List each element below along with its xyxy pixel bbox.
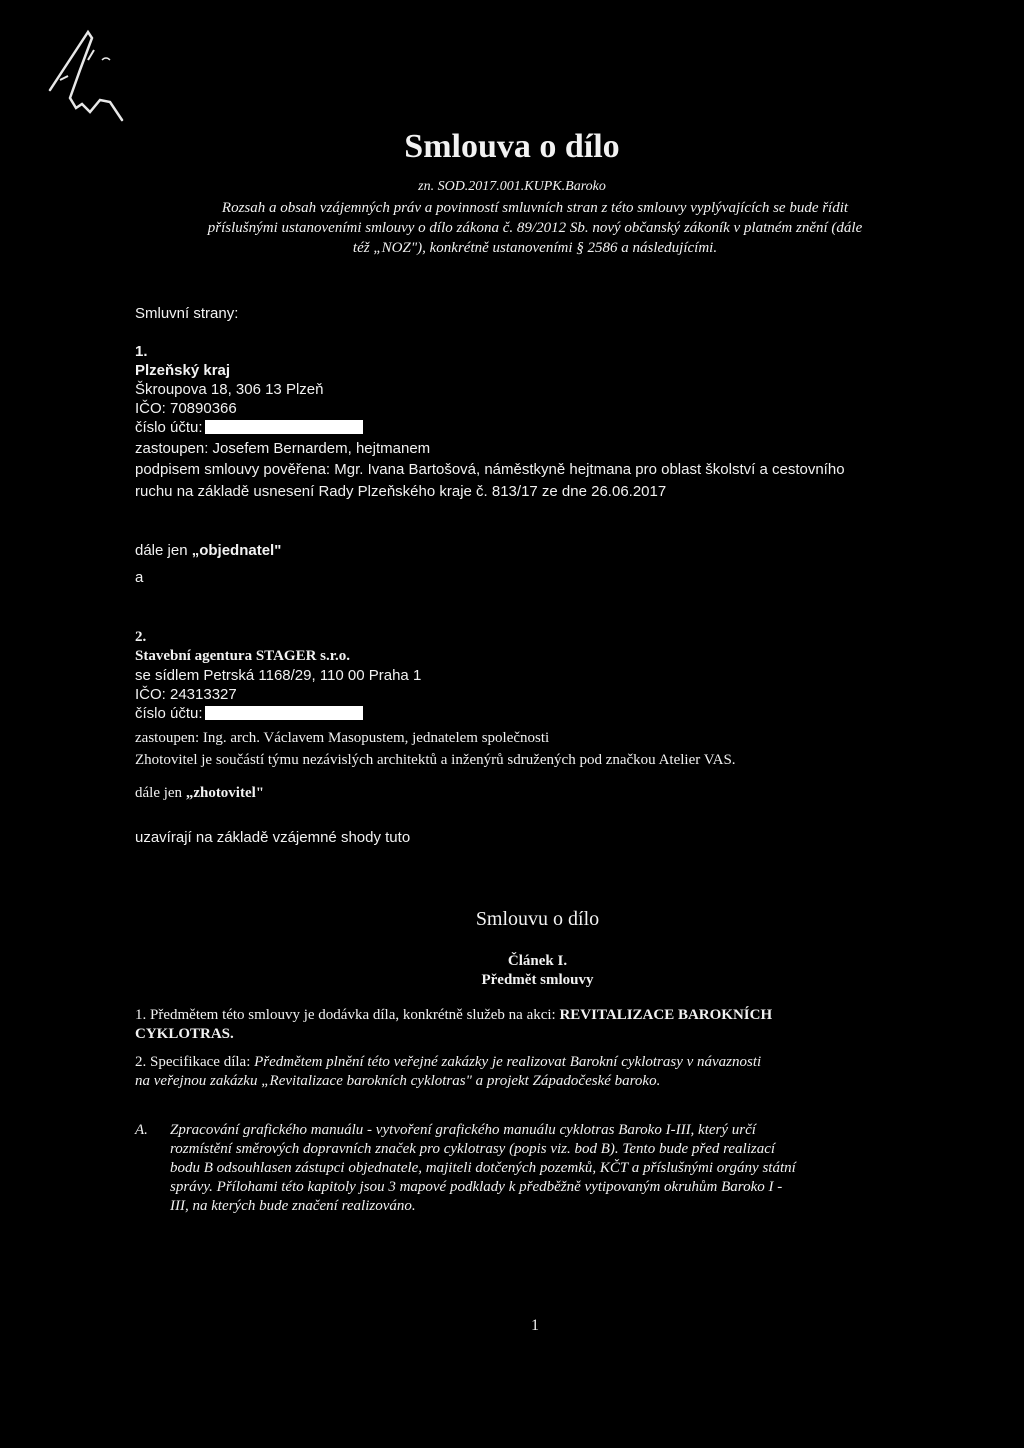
party-2-block <box>135 628 955 770</box>
party-1-alias-term: „objednatel" <box>191 542 282 559</box>
contract-reference: zn. SOD.2017.001.KUPK.Baroko <box>418 179 606 194</box>
party-2-address: se sídlem Petrská 1168/29, 110 00 Praha 1 <box>135 667 422 684</box>
redaction-box <box>205 706 363 720</box>
party-2-account-label: číslo účtu: <box>135 705 203 722</box>
party-2-alias-term: „zhotovitel" <box>185 785 265 801</box>
section-heading: Smlouvu o dílo <box>475 908 600 930</box>
party-2-ico: IČO: 24313327 <box>135 686 237 703</box>
party-2-note: Zhotovitel je součástí týmu nezávislých architektů a inženýrů sdružených pod značkou Atelier VAS. <box>135 752 736 768</box>
party-1-address: Škroupova 18, 306 13 Plzeň <box>135 381 324 398</box>
party-1-block <box>135 342 955 501</box>
item-a-text: Zpracování grafického manuálu - vytvoření grafického manuálu cyklotras Baroko I-III, který určí rozmístění směrových dopravních značek pro cyklotrasy (popis viz. bod B). Tento bude před realizací bodu B odsouhlasen zástupci objednatele, majiteli dotčených pozemků, KČT a příslušnými orgány státní správy. Přílohami této kapitoly jsou 3 mapové podklady k předběžně vytipovaným okruhům Baroko I - III, na kterých bude značení realizováno. <box>170 1122 796 1214</box>
item-1: 1. Předmětem této smlouvy je dodávka díla, konkrétně služeb na akci: REVITALIZACE BAROKNÍCH CYKLOTRAS. <box>135 1007 773 1042</box>
item-a-label: A. <box>135 1122 148 1138</box>
party-1-representative: zastoupen: Josefem Bernardem, hejtmanem <box>135 440 431 457</box>
intro-line-2: příslušnými ustanoveními smlouvy o dílo zákona č. 89/2012 Sb. nový občanský zákoník v platném znění (dále <box>207 220 863 236</box>
page-number: 1 <box>531 1317 539 1334</box>
party-1-signing-line-2: ruchu na základě usnesení Rady Plzeňského kraje č. 813/17 ze dne 26.06.2017 <box>135 483 667 500</box>
party-1-account <box>135 418 955 437</box>
party-1-name: Plzeňský kraj <box>135 362 231 379</box>
party-1-signing-line-1: podpisem smlouvy pověřena: Mgr. Ivana Bartošová, náměstkyně hejtmana pro oblast školství a cestovního <box>135 461 845 478</box>
handwritten-signature <box>40 20 180 130</box>
party-2-name: Stavební agentura STAGER s.r.o. <box>135 648 351 664</box>
and-word: a <box>135 569 144 586</box>
conclusion-line: uzavírají na základě vzájemné shody tuto <box>135 829 411 846</box>
parties-label: Smluvní strany: <box>135 305 239 322</box>
article-number: Článek I. <box>507 953 568 969</box>
party-2-representative: zastoupen: Ing. arch. Václavem Masopustem, jednatelem společnosti <box>135 730 550 746</box>
party-2-number: 2. <box>135 629 147 645</box>
party-1-alias: dále jen „objednatel" <box>135 542 282 559</box>
redaction-box <box>205 420 363 434</box>
intro-line-1: Rozsah a obsah vzájemných práv a povinností smluvních stran z této smlouvy vyplývajících se bude řídit <box>221 200 849 216</box>
intro-paragraph <box>140 198 930 258</box>
article-title: Předmět smlouvy <box>481 972 594 988</box>
intro-line-3: též „NOZ"), konkrétně ustanoveními § 2586 a následujícími. <box>352 240 718 256</box>
party-2-account <box>135 704 955 723</box>
party-1-ico: IČO: 70890366 <box>135 400 237 417</box>
item-2: 2. Specifikace díla: Předmětem plnění této veřejné zakázky je realizovat Barokní cyklotrasy v návaznosti na veřejnou zakázku „Revitalizace barokních cyklotras" a projekt Západočeské baroko. <box>135 1054 762 1089</box>
party-2-alias: dále jen „zhotovitel" <box>135 785 265 801</box>
party-1-account-label: číslo účtu: <box>135 419 203 436</box>
party-1-number: 1. <box>135 343 148 360</box>
document-title: Smlouva o dílo <box>404 128 620 165</box>
